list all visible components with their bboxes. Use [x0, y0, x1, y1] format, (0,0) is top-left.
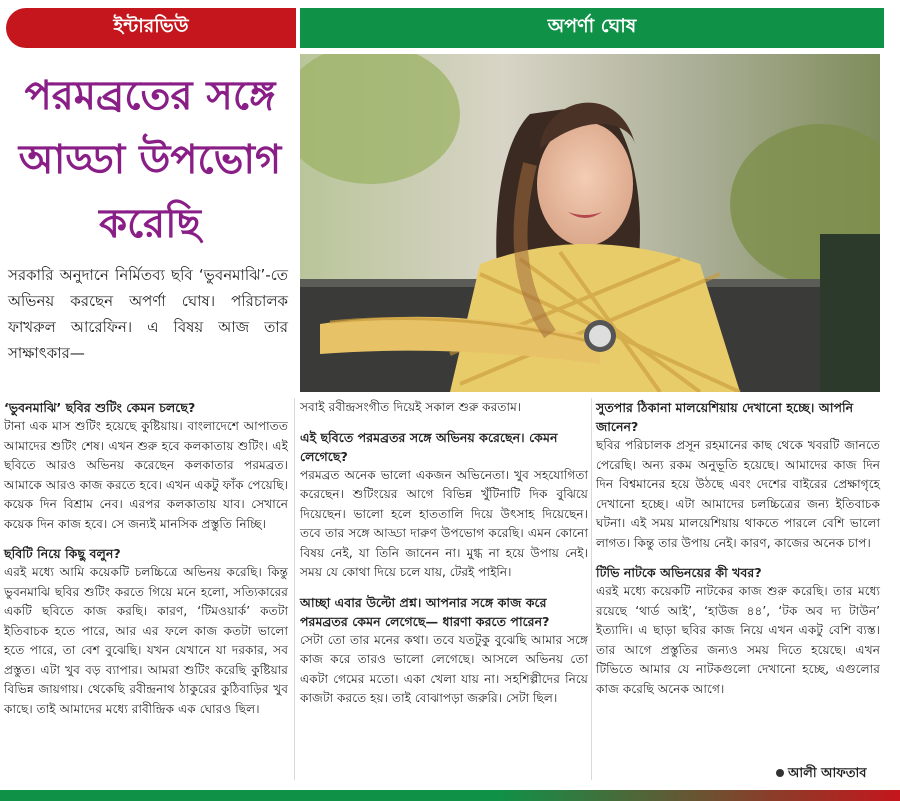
interview-answer: সেটা তো তার মনের কথা। তবে যতটুকু বুঝেছি আমার সঙ্গে কাজ করে তারও ভালো লেগেছে। আসলে অভিনয় তো একটা গেমের মতো। একা খেলা যায় না। সহশিল্পীদের নিয়ে কাজটা করতে হয়। তাই বোঝাপড়া জরুরি। সেটা ছিল।: [300, 632, 588, 705]
interview-question: এই ছবিতে পরমব্রতর সঙ্গে অভিনয় করেছেন। কেমন লেগেছে?: [300, 429, 558, 464]
interview-question: সুতপার ঠিকানা মালয়েশিয়ায় দেখানো হচ্ছে। আপনি জানেন?: [596, 400, 854, 434]
byline: [776, 764, 867, 785]
article-column-1: [4, 398, 288, 719]
section-label: ইন্টারভিউ: [6, 8, 296, 48]
article-column-3: [596, 398, 880, 699]
interview-question: টিভি নাটকে অভিনয়ের কী খবর?: [596, 565, 762, 580]
interview-answer: এরই মধ্যে আমি কয়েকটি চলচ্চিত্রে অভিনয় করেছি। কিন্তু ভুবনমাঝি ছবির শুটিং করতে গিয়ে মনে হলো, সত্যিকারের একটি ছবিতে কাজ করছি। কারণ, ‘টিমওয়ার্ক’ কতটা ইতিবাচক হতে পারে, আর এর ফলে কাজ কতটা ভালো হতে পারে, তা বেশ বুঝেছি। যখন যেখানে যা দরকার, সব প্রস্তুত। এটা খুব বড় ব্যাপার। আমরা শুটিং করেছি কুষ্টিয়ার বিভিন্ন জায়গায়। থেকেছি রবীন্দ্রনাথ ঠাকুরের কুঠিবাড়ির খুব কাছে। তাই আমাদের মধ্যে রাবীন্দ্রিক এক ঘোরও ছিল।: [4, 565, 288, 716]
column-divider: [294, 398, 295, 780]
interview-answer: ছবির পরিচালক প্রসূন রহমানের কাছ থেকে খবরটি জানতে পেরেছি। অন্য রকম অনুভূতি হয়েছে। আমাদের কাজ দিন দিন বিশ্বমানের হয়ে উঠছে এবং দেশের বাইরের প্রেক্ষাগৃহে দেখানো হচ্ছে। এটা আমাদের চলচ্চিত্রের জন্য ইতিবাচক ঘটনা। এই সময় মালয়েশিয়ায় থাকতে পারলে বেশি ভালো লাগত। কিন্তু তার উপায় নেই। কারণ, কাজের অনেক চাপ।: [596, 438, 880, 550]
interviewee-name-banner: অপর্ণা ঘোষ: [300, 8, 884, 48]
headline: পরমব্রতের সঙ্গে আড্ডা উপভোগ করেছি: [18, 73, 282, 247]
bullet-icon: [776, 769, 784, 777]
interview-answer: এরই মধ্যে কয়েকটি নাটকের কাজ শুরু করেছি। তার মধ্যে রয়েছে ‘থার্ড আই’, ‘হাউজ ৪৪’, ‘টক অব দ্য টাউন’ ইত্যাদি। এ ছাড়া ছবির কাজ নিয়ে এখন একটু বেশি ব্যস্ত। তার আগে প্রস্তুতির জন্যও সময় দিতে হয়েছে। এখন টিভিতে আমার যে নাটকগুলো দেখানো হচ্ছে, এগুলোর কাজ করেছি অনেক আগে।: [596, 584, 880, 696]
interview-answer: টানা এক মাস শুটিং হয়েছে কুষ্টিয়ায়। বাংলাদেশে আপাতত আমাদের শুটিং শেষ। এখন শুরু হবে কলকাতায় শুটিং। এই ছবিতে আরও অভিনয় করেছেন কলকাতার পরমব্রত। আমাকে আরও কাজ করতে হবে। এখন একটু ফাঁক পেয়েছি। কয়েক দিন বিশ্রাম নেব। এরপর কলকাতায় যাব। সেখানে কয়েক দিন কাজ হবে। সে জন্যই মানসিক প্রস্তুতি নিচ্ছি।: [4, 419, 288, 531]
interview-question: আচ্ছা এবার উল্টো প্রশ্ন। আপনার সঙ্গে কাজ করে পরমব্রতর কেমন লেগেছে— ধারণা করতে পারেন?: [300, 594, 550, 629]
interview-question: ছবিটি নিয়ে কিছু বলুন?: [4, 546, 121, 561]
portrait-photo: [300, 54, 880, 392]
intro-paragraph: সরকারি অনুদানে নির্মিতব্য ছবি ‘ভুবনমাঝি’-তে অভিনয় করছেন অপর্ণা ঘোষ। পরিচালক ফাখরুল আরেফিন। এ বিষয় আজ তার সাক্ষাৎকার—: [8, 266, 288, 362]
article-column-2: [300, 398, 588, 709]
interview-question: ‘ভুবনমাঝি’ ছবির শুটিং কেমন চলছে?: [4, 400, 196, 415]
interview-answer: পরমব্রত অনেক ভালো একজন অভিনেতা। খুব সহযোগিতা করেছেন। শুটিংয়ের আগে বিভিন্ন খুঁটিনাটি দিক বুঝিয়ে দিয়েছেন। ভালো হলে হাততালি দিয়ে উৎসাহ দিয়েছেন। তবে তার সঙ্গে আড্ডা দারুণ উপভোগ করেছি। এমন কোনো বিষয় নেই, যা তিনি জানেন না। মুগ্ধ না হয়ে উপায় নেই। সময় যে কোথা দিয়ে চলে যায়, টেরই পাইনি।: [300, 467, 588, 579]
footer-color-bar: [0, 790, 900, 801]
column-divider: [591, 398, 592, 780]
interview-answer: সবাই রবীন্দ্রসংগীত দিয়েই সকাল শুরু করতাম।: [300, 400, 522, 414]
author-name: আলী আফতাব: [788, 766, 867, 781]
